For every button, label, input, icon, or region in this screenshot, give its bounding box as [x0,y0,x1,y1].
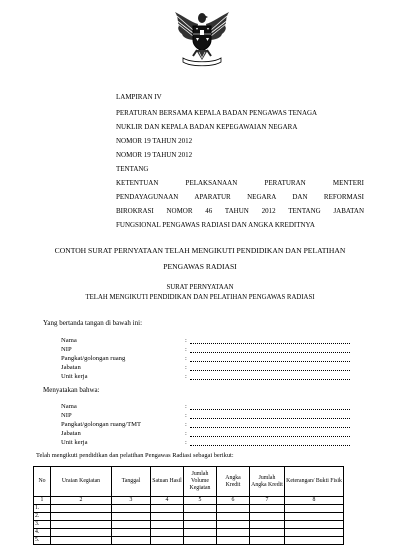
tentang-line: FUNGSIONAL PENGAWAS RADIASI DAN ANGKA KREDITNYA [116,221,315,229]
col-number: 2 [51,497,112,505]
field-colon: : [185,373,187,380]
col-number: 5 [184,497,217,505]
row-number: 3. [34,521,51,529]
field-colon: : [185,403,187,410]
table-cell [112,529,151,537]
field-label: Nama [61,337,77,344]
col-header-satuan: Satuan Hasil [151,467,184,497]
section2-intro: Menyatakan bahwa: [43,386,100,394]
field-dots [190,403,350,410]
kegiatan-table [33,466,344,545]
table-cell [151,529,184,537]
col-header-no: No [34,467,51,497]
table-cell [51,505,112,513]
table-row [34,529,344,537]
table-cell [217,505,250,513]
table-row [34,521,344,529]
table-cell [250,537,285,545]
field-label: Unit kerja [61,373,88,380]
col-header-keterangan: Keterangan/ Bukti Fisik [285,467,344,497]
table-cell [151,521,184,529]
table-row [34,505,344,513]
contoh-title-line2: PENGAWAS RADIASI [163,262,237,271]
table-header-row [34,467,344,497]
table-cell [250,521,285,529]
col-number: 3 [112,497,151,505]
table-cell [217,537,250,545]
col-header-jumlah-ak: Jumlah Angka Kredit [250,467,285,497]
table-cell [112,513,151,521]
table-cell [112,537,151,545]
table-cell [217,521,250,529]
col-header-tanggal: Tanggal [112,467,151,497]
field-label: Nama [61,403,77,410]
header-line: TENTANG [116,165,149,173]
field-dots [190,364,350,371]
table-cell [285,505,344,513]
table-cell [112,521,151,529]
field-colon: : [185,364,187,371]
field-dots [190,337,350,344]
field-dots [190,439,350,446]
table-cell [285,513,344,521]
surat-subtitle: TELAH MENGIKUTI PENDIDIKAN DAN PELATIHAN PENGAWAS RADIASI [85,294,315,301]
contoh-title: CONTOH SURAT PERNYATAAN TELAH MENGIKUTI PENDIDIKAN DAN PELATIHAN [54,246,346,255]
table-cell [285,529,344,537]
row-number: 5. [34,537,51,545]
garuda-emblem-icon [173,8,231,68]
col-number: 8 [285,497,344,505]
field-label: Jabatan [61,430,81,437]
section1-intro: Yang bertanda tangan di bawah ini: [43,319,143,327]
col-number: 1 [34,497,51,505]
table-cell [217,513,250,521]
field-colon: : [185,337,187,344]
row-number: 1. [34,505,51,513]
table-cell [285,537,344,545]
col-header-uraian: Uraian Kegiatan [51,467,112,497]
column-number-row [34,497,344,505]
header-line: NOMOR 19 TAHUN 2012 [116,137,193,145]
table-cell [250,529,285,537]
table-cell [184,529,217,537]
header-line: PERATURAN BERSAMA KEPALA BADAN PENGAWAS TENAGA [116,109,318,117]
field-dots [190,412,350,419]
tentang-line: BIROKRASI NOMOR 46 TAHUN 2012 TENTANG JABATAN [116,207,364,215]
field-colon: : [185,355,187,362]
row-number: 4. [34,529,51,537]
table-cell [51,513,112,521]
col-number: 4 [151,497,184,505]
field-dots [190,421,350,428]
lampiran-label: LAMPIRAN IV [116,93,162,101]
field-colon: : [185,430,187,437]
table-cell [217,529,250,537]
tentang-line: PENDAYAGUNAAN APARATUR NEGARA DAN REFORMASI [116,193,364,201]
table-cell [184,537,217,545]
field-colon: : [185,346,187,353]
row-number: 2. [34,513,51,521]
table-cell [112,505,151,513]
table-cell [151,513,184,521]
table-cell [285,521,344,529]
table-cell [51,521,112,529]
table-cell [184,521,217,529]
field-label: NIP [61,346,72,353]
field-colon: : [185,439,187,446]
field-label: Jabatan [61,364,81,371]
field-dots [190,346,350,353]
col-header-angka-kredit: Angka Kredit [217,467,250,497]
col-number: 7 [250,497,285,505]
field-colon: : [185,412,187,419]
field-label: Pangkat/golongan ruang/TMT [61,421,142,428]
field-dots [190,430,350,437]
field-label: Pangkat/golongan ruang [61,355,126,362]
table-cell [151,537,184,545]
surat-title: SURAT PERNYATAAN [166,284,234,291]
header-line: NOMOR 19 TAHUN 2012 [116,151,193,159]
header-line: NUKLIR DAN KEPALA BADAN KEPEGAWAIAN NEGARA [116,123,298,131]
field-colon: : [185,421,187,428]
field-dots [190,373,350,380]
table-row [34,513,344,521]
table-row [34,537,344,545]
table-cell [250,513,285,521]
table-cell [184,513,217,521]
table-cell [51,529,112,537]
col-number: 6 [217,497,250,505]
tentang-line: KETENTUAN PELAKSANAAN PERATURAN MENTERI [116,179,364,187]
field-label: Unit kerja [61,439,88,446]
field-dots [190,355,350,362]
field-label: NIP [61,412,72,419]
table-intro: Telah mengikuti pendidikan dan pelatihan Pengawas Radiasi sebagai berikut: [36,452,234,459]
table-cell [184,505,217,513]
col-header-volume: Jumlah Volume Kegiatan [184,467,217,497]
table-cell [250,505,285,513]
table-cell [51,537,112,545]
table-cell [151,505,184,513]
